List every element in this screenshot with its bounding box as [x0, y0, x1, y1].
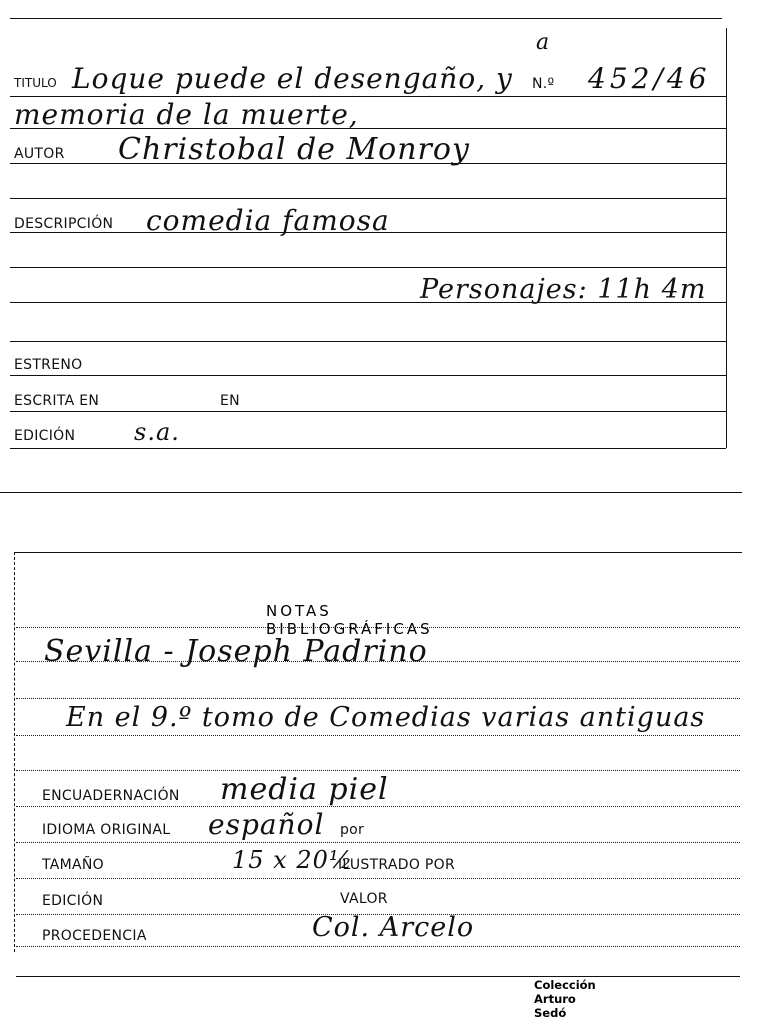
tamano-value: 15 x 20½: [232, 846, 354, 874]
tamano-label: TAMAÑO: [42, 857, 104, 873]
card-top-border: [14, 552, 742, 553]
edicion-value: s.a.: [134, 418, 180, 446]
titulo-value-line2: memoria de la muerte,: [14, 98, 359, 131]
dotted-line: [16, 698, 740, 699]
numero-superscript-a: a: [536, 30, 551, 55]
dotted-line: [16, 770, 740, 771]
ruled-line: [10, 448, 726, 449]
edicion2-label: EDICIÓN: [42, 893, 104, 909]
dotted-line: [16, 878, 740, 879]
autor-value: Christobal de Monroy: [118, 132, 470, 167]
escrita-label: ESCRITA EN: [14, 393, 100, 409]
numero-value: 452/46: [588, 62, 711, 95]
ruled-line: [10, 198, 726, 199]
titulo-value-line1: Loque puede el desengaño, y: [72, 62, 513, 95]
card-left-border: [14, 552, 15, 952]
note-line2: En el 9.º tomo de Comedias varias antiguas: [66, 702, 706, 733]
por-label: por: [340, 822, 365, 838]
card-separator: [0, 492, 742, 493]
edicion-label: EDICIÓN: [14, 428, 76, 444]
ruled-line: [10, 267, 726, 268]
dotted-line: [16, 842, 740, 843]
estreno-label: ESTRENO: [14, 357, 83, 373]
escrita-underline: [116, 411, 216, 412]
ruled-line: [10, 375, 726, 376]
numero-label: N.º: [532, 76, 555, 92]
procedencia-label: PROCEDENCIA: [42, 928, 147, 944]
note-line1: Sevilla - Joseph Padrino: [44, 634, 428, 669]
descripcion-label: DESCRIPCIÓN: [14, 216, 114, 232]
descripcion-value: comedia famosa: [146, 204, 390, 237]
card-bottom-line: [16, 976, 740, 977]
card-right-border: [726, 28, 727, 448]
idioma-value: español: [208, 808, 325, 841]
dotted-line: [16, 627, 740, 628]
notas-heading: NOTAS BIBLIOGRÁFICAS: [266, 602, 433, 638]
ruled-line: [10, 96, 726, 97]
card-top-border: [10, 18, 722, 19]
personajes-value: Personajes: 11h 4m: [420, 274, 707, 305]
encuadernacion-value: media piel: [220, 772, 389, 807]
en-label: EN: [220, 393, 240, 409]
dotted-line: [16, 946, 740, 947]
idioma-label: IDIOMA ORIGINAL: [42, 822, 171, 838]
procedencia-value: Col. Arcelo: [312, 912, 475, 943]
autor-label: AUTOR: [14, 146, 65, 162]
titulo-label: TITULO: [14, 76, 57, 90]
dotted-line: [16, 735, 740, 736]
valor-label: VALOR: [340, 891, 388, 907]
collection-footer: Colección Arturo Sedó: [534, 978, 596, 1020]
encuadernacion-label: ENCUADERNACIÓN: [42, 788, 180, 804]
ilustrado-label: ILUSTRADO POR: [338, 857, 455, 873]
ruled-line: [10, 341, 726, 342]
